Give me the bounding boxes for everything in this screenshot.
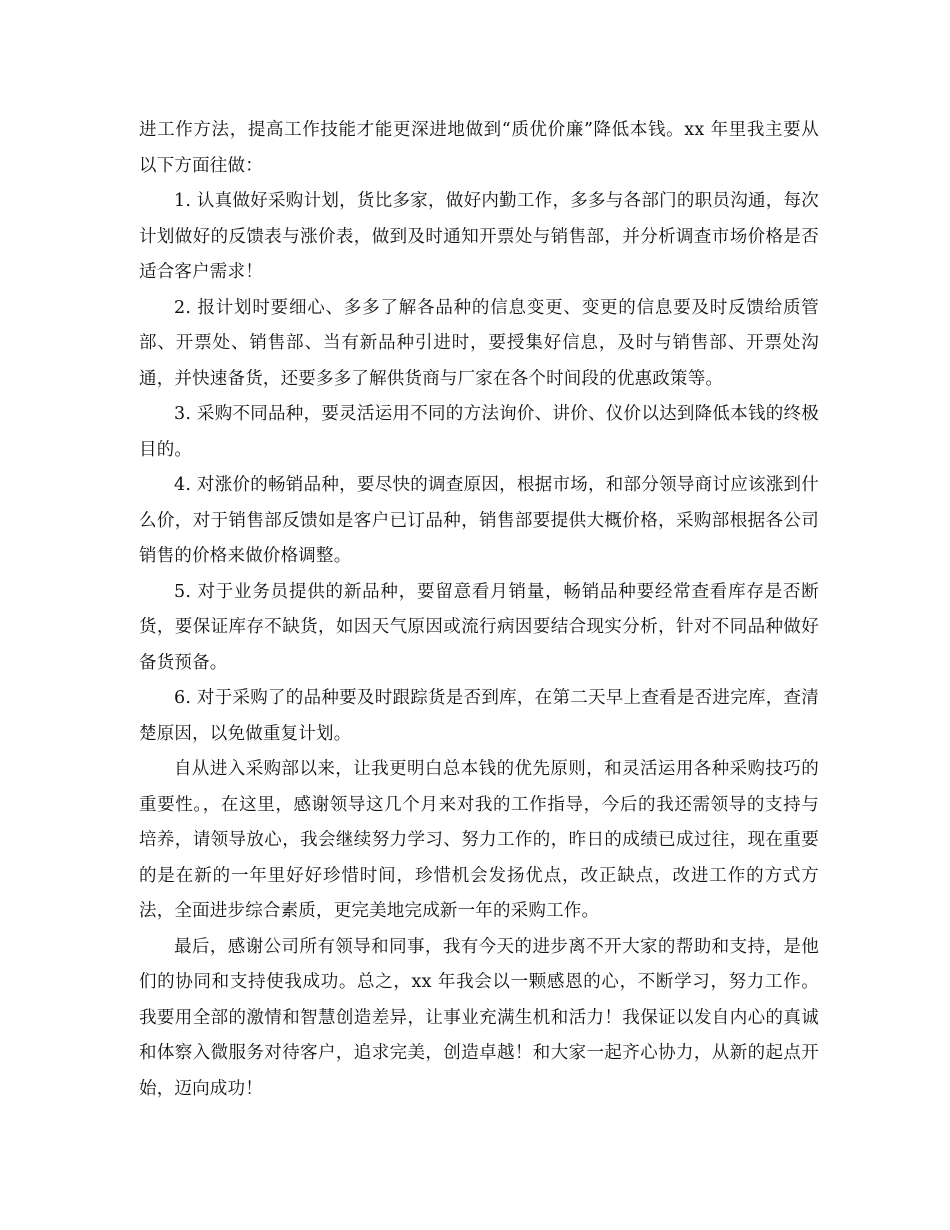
paragraph-reflection: 自从进入采购部以来，让我更明白总本钱的优先原则，和灵活运用各种采购技巧的重要性。，在这里，感谢领导这几个月来对我的工作指导，今后的我还需领导的支持与培养，请领导放心，我会继续努力学习、努力工作的，昨日的成绩已成过往，现在重要的是在新的一年里好好珍惜时间，珍惜机会发扬优点，改正缺点，改进工作的方式方法，全面进步综合素质，更完美地完成新一年的采购工作。 <box>139 759 819 921</box>
paragraph-conclusion: 最后，感谢公司所有领导和同事，我有今天的进步离不开大家的帮助和支持，是他们的协同和支持使我成功。总之，xx 年我会以一颗感恩的心，不断学习，努力工作。我要用全部的激情和智慧创造差异，让事业充满生机和活力！我保证以发自内心的真诚和体察入微服务对待客户，追求完美，创造卓越！和大家一起齐心协力，从新的起点开始，迈向成功！ <box>139 936 819 1099</box>
paragraph-item-5: 5. 对于业务员提供的新品种，要留意看月销量，畅销品种要经常查看库存是否断货，要保证库存不缺货，如因天气原因或流行病因要结合现实分析，针对不同品种做好备货预备。 <box>139 581 819 673</box>
paragraph-intro-continuation: 进工作方法，提高工作技能才能更深进地做到“质优价廉”降低本钱。xx 年里我主要从以下方面往做： <box>139 120 819 176</box>
paragraph-item-3: 3. 采购不同品种，要灵活运用不同的方法询价、讲价、仪价以达到降低本钱的终极目的。 <box>139 404 819 460</box>
paragraph-item-2: 2. 报计划时要细心、多多了解各品种的信息变更、变更的信息要及时反馈给质管部、开票处、销售部、当有新品种引进时，要授集好信息，及时与销售部、开票处沟通，并快速备货，还要多多了解供货商与厂家在各个时间段的优惠政策等。 <box>139 297 819 389</box>
paragraph-item-4: 4. 对涨价的畅销品种，要尽快的调查原因，根据市场，和部分领导商讨应该涨到什么价，对于销售部反馈如是客户已订品种，销售部要提供大概价格，采购部根据各公司销售的价格来做价格调整。 <box>139 475 819 566</box>
document-body <box>139 113 819 1107</box>
paragraph-item-6: 6. 对于采购了的品种要及时跟踪货是否到库，在第二天早上查看是否进完库，查清楚原因，以免做重复计划。 <box>139 688 819 744</box>
paragraph-item-1: 1. 认真做好采购计划，货比多家，做好内勤工作，多多与各部门的职员沟通，每次计划做好的反馈表与涨价表，做到及时通知开票处与销售部，并分析调查市场价格是否适合客户需求！ <box>139 191 819 282</box>
